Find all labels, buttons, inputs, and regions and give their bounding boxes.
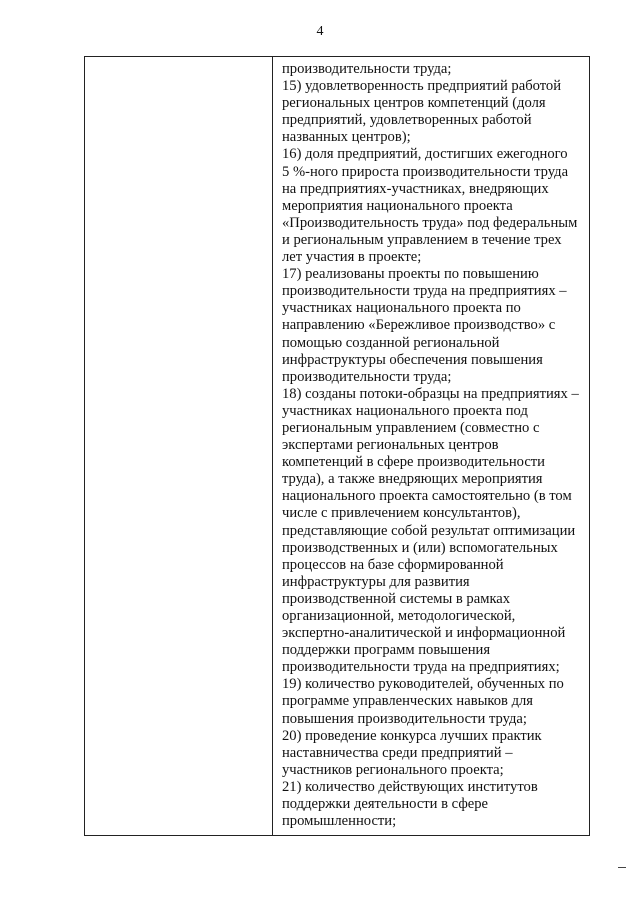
text-line: производительности труда; <box>282 368 452 385</box>
text-line: поддержки деятельности в сфере <box>282 796 489 813</box>
text-line: региональным управлением (совместно с <box>282 419 540 436</box>
text-line: производственных и (или) вспомогательных <box>282 539 558 556</box>
text-line: региональных центров компетенций (доля <box>282 95 546 112</box>
text-line: предприятий, удовлетворенных работой <box>282 112 532 129</box>
table-left-cell <box>85 57 273 835</box>
text-line: «Производительность труда» под федеральным <box>282 214 578 231</box>
text-line: компетенций в сфере производительности <box>282 454 545 471</box>
text-line: промышленности; <box>282 813 397 830</box>
table-right-cell <box>273 57 589 835</box>
document-table <box>84 56 590 836</box>
text-line: производственной системы в рамках <box>282 590 511 607</box>
text-line: 16) доля предприятий, достигших ежегодного <box>282 146 568 163</box>
text-line: организационной, методологической, <box>282 608 516 624</box>
text-line: числе с привлечением консультантов), <box>282 505 521 522</box>
text-line: труда), а также внедряющих мероприятия <box>282 471 543 488</box>
text-line: 17) реализованы проекты по повышению <box>282 266 539 283</box>
text-line: наставничества среди предприятий – <box>282 744 513 761</box>
text-line: программе управленческих навыков для <box>282 693 534 710</box>
text-line: поддержки программ повышения <box>282 642 491 659</box>
text-line: 21) количество действующих институтов <box>282 778 538 795</box>
text-line: направлению «Бережливое производство» с <box>282 317 556 334</box>
text-line: 18) созданы потоки-образцы на предприятиях – <box>282 385 579 402</box>
text-line: участниках национального проекта под <box>282 402 528 419</box>
page-number: 4 <box>316 24 324 39</box>
text-line: производительности труда на предприятиях; <box>282 659 560 676</box>
text-line: лет участия в проекте; <box>282 249 422 266</box>
text-line: экспертами региональных центров <box>282 437 499 454</box>
text-line: помощью созданной региональной <box>282 334 500 351</box>
text-line: и региональным управлением в течение трех <box>282 231 562 248</box>
text-line: процессов на базе сформированной <box>282 556 504 573</box>
text-line: повышения производительности труда; <box>282 710 527 727</box>
text-line: мероприятия национального проекта <box>282 197 513 214</box>
text-line: производительности труда; <box>282 61 452 77</box>
text-line: экспертно-аналитической и информационной <box>282 625 566 642</box>
text-line: участников регионального проекта; <box>282 761 504 778</box>
text-line: 20) проведение конкурса лучших практик <box>282 727 542 744</box>
text-line: 5 %-ного прироста производительности труда <box>282 163 569 180</box>
text-line: производительности труда на предприятиях – <box>282 283 567 300</box>
text-line: национального проекта самостоятельно (в том <box>282 488 572 505</box>
text-line: названных центров); <box>282 129 411 146</box>
text-line: на предприятиях-участниках, внедряющих <box>282 180 549 197</box>
text-line: 15) удовлетворенность предприятий работой <box>282 78 562 95</box>
text-line: инфраструктуры обеспечения повышения <box>282 351 543 368</box>
page-edge-mark <box>618 867 626 868</box>
text-line: участниках национального проекта по <box>282 300 521 317</box>
text-line: 19) количество руководителей, обученных по <box>282 676 564 693</box>
text-line: представляющие собой результат оптимизации <box>282 522 576 539</box>
text-line: инфраструктуры для развития <box>282 573 470 590</box>
